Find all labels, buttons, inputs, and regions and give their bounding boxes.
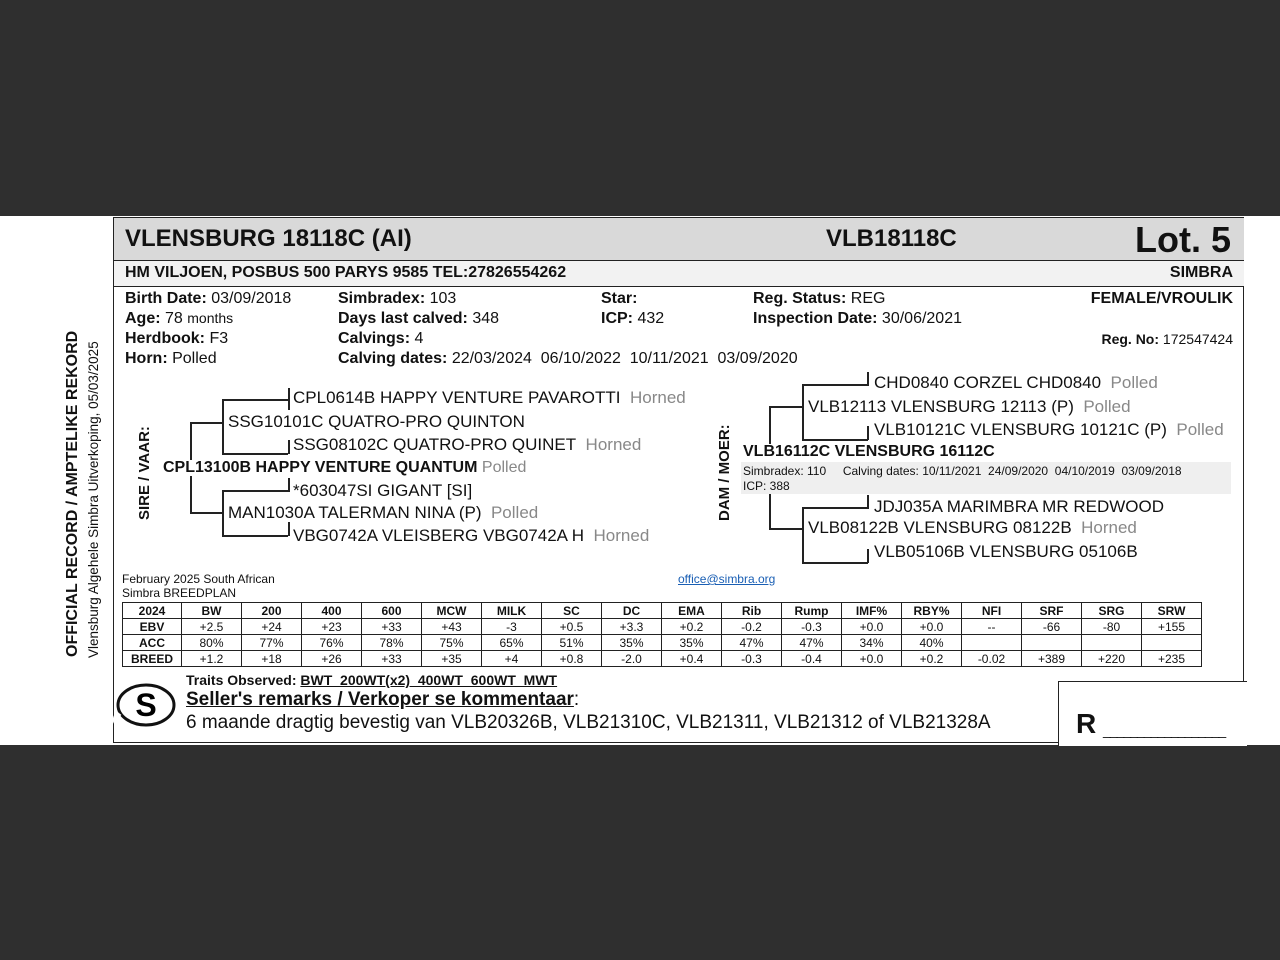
age: Age: 78 months bbox=[125, 310, 234, 327]
ebv-cell: +155 bbox=[1142, 619, 1202, 635]
ebv-cell: +26 bbox=[302, 651, 362, 667]
sire-dam: MAN1030A TALERMAN NINA (P) Polled bbox=[228, 503, 539, 522]
ebv-header-cell: Rump bbox=[782, 603, 842, 619]
ebv-cell: 35% bbox=[662, 635, 722, 651]
dam-sire: VLB12113 VLENSBURG 12113 (P) Polled bbox=[808, 397, 1131, 416]
ebv-cell: +3.3 bbox=[602, 619, 662, 635]
ebv-cell: -- bbox=[962, 619, 1022, 635]
ebv-header-cell: DC bbox=[602, 603, 662, 619]
owner-info: HM VILJOEN, POSBUS 500 PARYS 9585 TEL:27826554262 bbox=[125, 264, 567, 281]
ebv-cell: -0.4 bbox=[782, 651, 842, 667]
ebv-header-cell: MILK bbox=[482, 603, 542, 619]
ebv-cell: -0.02 bbox=[962, 651, 1022, 667]
dam-dam-dam: VLB05106B VLENSBURG 05106B bbox=[874, 542, 1138, 561]
dam-sire-dam: VLB10121C VLENSBURG 10121C (P) Polled bbox=[874, 420, 1224, 439]
dam-dam-sire: JDJ035A MARIMBRA MR REDWOOD bbox=[874, 497, 1164, 516]
ebv-cell: EBV bbox=[123, 619, 182, 635]
ebv-cell: +18 bbox=[242, 651, 302, 667]
ebv-cell: +235 bbox=[1142, 651, 1202, 667]
ebv-cell: 51% bbox=[542, 635, 602, 651]
remarks-text: 6 maande dragtig bevestig van VLB20326B, VLB21310C, VLB21311, VLB21312 of VLB21328A bbox=[186, 712, 991, 733]
sire: CPL13100B HAPPY VENTURE QUANTUM Polled bbox=[163, 459, 527, 476]
ebv-header-cell: RBY% bbox=[902, 603, 962, 619]
ebv-cell: -0.3 bbox=[782, 619, 842, 635]
animal-name: VLENSBURG 18118C (AI) bbox=[125, 225, 412, 252]
ebv-cell: -3 bbox=[482, 619, 542, 635]
ebv-cell bbox=[1082, 635, 1142, 651]
ebv-cell: 77% bbox=[242, 635, 302, 651]
ebv-cell: +24 bbox=[242, 619, 302, 635]
sale-name-label: Vlensburg Algehele Simbra Uitverkoping, 05/03/2025 bbox=[86, 341, 101, 658]
ebv-cell: +389 bbox=[1022, 651, 1082, 667]
official-record-label: OFFICIAL RECORD / AMPTELIKE REKORD bbox=[64, 330, 81, 657]
ebv-cell: -0.2 bbox=[722, 619, 782, 635]
sire-sire: SSG10101C QUATRO-PRO QUINTON bbox=[228, 412, 525, 431]
sire-sire-dam: SSG08102C QUATRO-PRO QUINET Horned bbox=[293, 435, 642, 454]
ebv-cell: 75% bbox=[422, 635, 482, 651]
birth-date: Birth Date: 03/09/2018 bbox=[125, 290, 292, 307]
sire-sire-sire: CPL0614B HAPPY VENTURE PAVAROTTI Horned bbox=[293, 388, 686, 407]
ebv-row bbox=[123, 619, 1202, 635]
sire-dam-dam: VBG0742A VLEISBERG VBG0742A H Horned bbox=[293, 526, 650, 545]
ebv-header-cell: BW bbox=[182, 603, 242, 619]
price-line[interactable]: __________________ bbox=[1103, 722, 1226, 738]
ebv-cell bbox=[1142, 635, 1202, 651]
dam-dam: VLB08122B VLENSBURG 08122B Horned bbox=[808, 518, 1137, 537]
ebv-cell: -66 bbox=[1022, 619, 1082, 635]
ebv-cell: 80% bbox=[182, 635, 242, 651]
sire-label: SIRE / VAAR: bbox=[136, 426, 153, 520]
remarks-heading: Seller's remarks / Verkoper se kommentaar: bbox=[186, 689, 580, 710]
ebv-cell: +0.8 bbox=[542, 651, 602, 667]
ebv-cell: +33 bbox=[362, 619, 422, 635]
ebv-cell: +33 bbox=[362, 651, 422, 667]
ebv-cell: +1.2 bbox=[182, 651, 242, 667]
ebv-cell: +0.2 bbox=[662, 619, 722, 635]
simbra-logo-icon bbox=[113, 683, 177, 731]
ebv-cell: 47% bbox=[782, 635, 842, 651]
ebv-cell: +0.0 bbox=[842, 651, 902, 667]
ebv-cell: 35% bbox=[602, 635, 662, 651]
ebv-header-cell: SRF bbox=[1022, 603, 1082, 619]
ebv-table bbox=[122, 602, 1202, 667]
ebv-cell: -2.0 bbox=[602, 651, 662, 667]
ebv-cell: +220 bbox=[1082, 651, 1142, 667]
dam: VLB16112C VLENSBURG 16112C bbox=[743, 443, 995, 460]
ebv-cell: BREED bbox=[123, 651, 182, 667]
ebv-header-cell: EMA bbox=[662, 603, 722, 619]
ebv-cell: 78% bbox=[362, 635, 422, 651]
ebv-cell bbox=[1022, 635, 1082, 651]
ebv-header-cell: NFI bbox=[962, 603, 1022, 619]
ebv-header-cell: 600 bbox=[362, 603, 422, 619]
simbradex: Simbradex: 103 bbox=[338, 290, 457, 307]
ebv-cell: 40% bbox=[902, 635, 962, 651]
herdbook: Herdbook: F3 bbox=[125, 330, 229, 347]
ebv-cell: 65% bbox=[482, 635, 542, 651]
ebv-cell: -0.3 bbox=[722, 651, 782, 667]
ebv-header-cell: SRW bbox=[1142, 603, 1202, 619]
calving-dates: Calving dates: 22/03/2024 06/10/2022 10/11/2021 03/09/2020 bbox=[338, 350, 798, 367]
ebv-header-cell: 2024 bbox=[123, 603, 182, 619]
ebv-cell: +0.2 bbox=[902, 651, 962, 667]
ebv-cell: ACC bbox=[123, 635, 182, 651]
ebv-cell: +23 bbox=[302, 619, 362, 635]
lot-number: Lot. 5 bbox=[1135, 219, 1231, 260]
ebv-header-cell: SRG bbox=[1082, 603, 1142, 619]
ebv-cell: +0.5 bbox=[542, 619, 602, 635]
calvings: Calvings: 4 bbox=[338, 330, 424, 347]
ebv-cell: +0.4 bbox=[662, 651, 722, 667]
ebv-cell: +35 bbox=[422, 651, 482, 667]
breed-row bbox=[123, 651, 1202, 667]
ebv-header-cell: Rib bbox=[722, 603, 782, 619]
horn: Horn: Polled bbox=[125, 350, 217, 367]
ebv-cell: 76% bbox=[302, 635, 362, 651]
dam-sire-sire: CHD0840 CORZEL CHD0840 Polled bbox=[874, 373, 1158, 392]
ebv-cell: +43 bbox=[422, 619, 482, 635]
icp: ICP: 432 bbox=[601, 310, 665, 327]
ebv-cell: +0.0 bbox=[842, 619, 902, 635]
email-link[interactable]: office@simbra.org bbox=[678, 572, 776, 586]
price-currency: R bbox=[1076, 708, 1097, 739]
reg-status: Reg. Status: REG bbox=[753, 290, 886, 307]
breedplan-note-2: Simbra BREEDPLAN bbox=[122, 586, 237, 600]
ebv-header-cell: 200 bbox=[242, 603, 302, 619]
ebv-header-cell: IMF% bbox=[842, 603, 902, 619]
animal-code: VLB18118C bbox=[826, 225, 957, 252]
breed-name: SIMBRA bbox=[1169, 264, 1233, 281]
ebv-cell bbox=[962, 635, 1022, 651]
ebv-cell: +0.0 bbox=[902, 619, 962, 635]
ebv-header-cell: MCW bbox=[422, 603, 482, 619]
breedplan-note-1: February 2025 South African bbox=[122, 572, 275, 586]
acc-row bbox=[123, 635, 1202, 651]
ebv-cell: +4 bbox=[482, 651, 542, 667]
ebv-header-cell: SC bbox=[542, 603, 602, 619]
star: Star: bbox=[601, 290, 638, 307]
inspection-date: Inspection Date: 30/06/2021 bbox=[753, 310, 962, 327]
traits-observed: Traits Observed: BWT 200WT(x2) 400WT 600WT MWT bbox=[186, 672, 558, 688]
reg-number: Reg. No: 172547424 bbox=[1101, 331, 1233, 347]
dam-label: DAM / MOER: bbox=[716, 424, 733, 521]
ebv-cell: 47% bbox=[722, 635, 782, 651]
sex: FEMALE/VROULIK bbox=[1090, 290, 1233, 307]
ebv-header-cell: 400 bbox=[302, 603, 362, 619]
logo-letter: S bbox=[135, 687, 157, 723]
ebv-cell: +2.5 bbox=[182, 619, 242, 635]
dam-info-line1: Simbradex: 110 Calving dates: 10/11/2021 24/09/2020 04/10/2019 03/09/2018 bbox=[743, 464, 1182, 478]
ebv-cell: 34% bbox=[842, 635, 902, 651]
ebv-cell: -80 bbox=[1082, 619, 1142, 635]
sire-dam-sire: *603047SI GIGANT [SI] bbox=[293, 481, 473, 500]
days-last-calved: Days last calved: 348 bbox=[338, 310, 500, 327]
ebv-header-row bbox=[123, 603, 1202, 619]
dam-info-line2: ICP: 388 bbox=[743, 479, 790, 493]
